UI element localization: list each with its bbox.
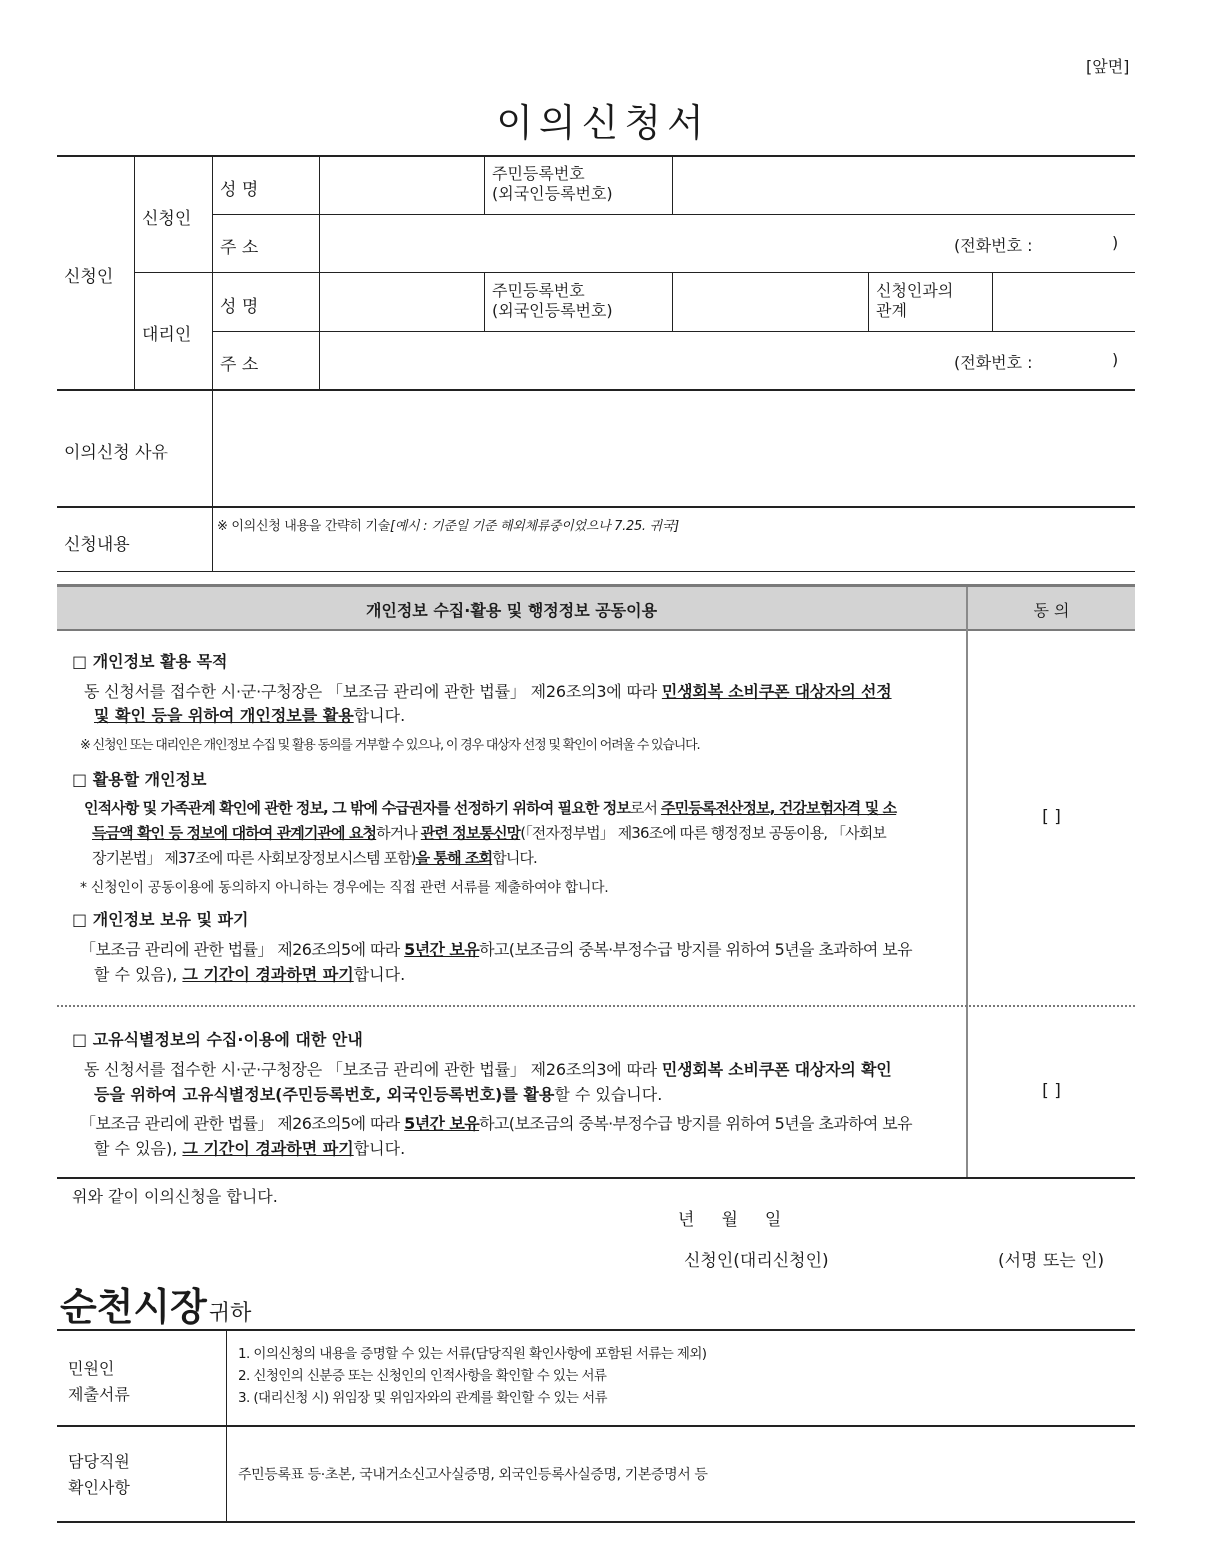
agent-address-label: 주 소 [220, 355, 259, 375]
s1-note: ※ 신청인 또는 대리인은 개인정보 수집 및 활용 동의를 거부할 수 있으나, 이 경우 대상자 선정 및 확인이 어려울 수 있습니다. [80, 738, 700, 753]
content-label: 신청내용 [64, 535, 130, 555]
applicant-resident-no-field[interactable] [675, 160, 1133, 212]
sign-label[interactable]: (서명 또는 인) [998, 1251, 1105, 1271]
s2-title: □ 활용할 개인정보 [72, 770, 207, 789]
applicant-phone-close: ) [1112, 233, 1119, 252]
applicant-phone-label: (전화번호 : [954, 236, 1033, 255]
docs-item: 1. 이의신청의 내용을 증명할 수 있는 서류(담당직원 확인사항에 포함된 서류는 제외) [238, 1346, 707, 1362]
applicant-name-field[interactable] [321, 160, 481, 212]
s1-title: □ 개인정보 활용 목적 [72, 652, 228, 671]
declaration-text: 위와 같이 이의신청을 합니다. [72, 1187, 278, 1206]
s4-body-line4: 할 수 있음), 그 기간이 경과하면 파기합니다. [94, 1139, 406, 1158]
applicant-phone-field[interactable] [1040, 226, 1108, 262]
s4-body-line2: 등을 위하여 고유식별정보(주민등록번호, 외국인등록번호)를 활용할 수 있습니다. [94, 1085, 663, 1104]
s2-body-line2: 득금액 확인 등 정보에 대하여 관계기관에 요청하거나 관련 정보통신망(「전자정부법」 제36조에 따른 행정정보 공동이용, 「사회보 [92, 824, 886, 842]
agent-label: 대리인 [142, 325, 192, 345]
s2-body-line3: 장기본법」 제37조에 따른 사회보장정보시스템 포함)을 통해 조회합니다. [92, 849, 537, 867]
privacy-bottom-border [57, 1177, 1135, 1179]
content-field[interactable] [215, 538, 1133, 568]
agent-address-field[interactable] [321, 335, 941, 387]
docs-label: 민원인 제출서류 [68, 1359, 130, 1404]
page-side-label: [앞면] [1086, 57, 1130, 76]
s4-body-line1: 동 신청서를 접수한 시·군·구청장은 「보조금 관리에 관한 법률」 제26조의3에 따라 민생회복 소비쿠폰 대상자의 확인 [84, 1060, 892, 1079]
s2-body-line1: 인적사항 및 가족관계 확인에 관한 정보, 그 밖에 수급권자를 선정하기 위하여 필요한 정보로서 주민등록전산정보, 건강보험자격 및 소 [84, 799, 897, 817]
agent-name-field[interactable] [321, 276, 481, 328]
docs-list [238, 1343, 706, 1409]
agent-phone-field[interactable] [1040, 343, 1108, 379]
privacy-header: 개인정보 수집·활용 및 행정정보 공동이용 [365, 601, 658, 620]
applicant-address-field[interactable] [321, 218, 941, 270]
s3-body-line2: 할 수 있음), 그 기간이 경과하면 파기합니다. [94, 965, 406, 984]
date-field[interactable] [670, 1200, 790, 1230]
applicant-group-label: 신청인 [64, 267, 114, 287]
s2-note: * 신청인이 공동이용에 동의하지 아니하는 경우에는 직접 관련 서류를 제출하여야 합니다. [80, 880, 609, 896]
applicant-label: 신청인 [142, 209, 192, 229]
signer-label: 신청인(대리신청인) [684, 1251, 829, 1271]
agent-phone-label: (전화번호 : [954, 353, 1033, 372]
agent-phone-close: ) [1112, 350, 1119, 369]
s3-body-line1: 「보조금 관리에 관한 법률」 제26조의5에 따라 5년간 보유하고(보조금의 중복·부정수급 방지를 위하여 5년을 초과하여 보유 [80, 940, 912, 959]
docs-item: 3. (대리신청 시) 위임장 및 위임자와의 관계를 확인할 수 있는 서류 [238, 1390, 607, 1406]
applicant-address-label: 주 소 [220, 238, 259, 258]
page-title: 이의신청서 [496, 101, 710, 145]
agent-resident-no-label: 주민등록번호 (외국인등록번호) [492, 281, 613, 320]
agent-relation-label: 신청인과의 관계 [876, 281, 954, 320]
content-note: ※ 이의신청 내용을 간략히 기술[예시 : 기준일 기준 해외체류중이었으나 7.25. 귀국] [217, 519, 679, 534]
date-label: 년 월 일 [678, 1210, 782, 1230]
docs-item: 2. 신청인의 신분증 또는 신청인의 인적사항을 확인할 수 있는 서류 [238, 1368, 607, 1384]
consent-checkbox-2[interactable]: [ ] [1042, 1081, 1061, 1101]
consent-checkbox-1[interactable]: [ ] [1042, 807, 1061, 827]
s4-body-line3: 「보조금 관리에 관한 법률」 제26조의5에 따라 5년간 보유하고(보조금의 중복·부정수급 방지를 위하여 5년을 초과하여 보유 [80, 1114, 912, 1133]
reason-field[interactable] [215, 394, 1133, 504]
s1-body-line2: 및 확인 등을 위하여 개인정보를 활용합니다. [94, 706, 406, 725]
reason-label: 이의신청 사유 [64, 443, 168, 463]
applicant-name-label: 성 명 [220, 180, 259, 200]
s4-title: □ 고유식별정보의 수집·이용에 대한 안내 [72, 1030, 363, 1049]
recipient: 순천시장귀하 [60, 1285, 252, 1329]
check-label: 담당직원 확인사항 [68, 1452, 130, 1497]
agent-resident-no-field[interactable] [675, 276, 865, 328]
s3-title: □ 개인정보 보유 및 파기 [72, 910, 249, 929]
agent-relation-field[interactable] [995, 276, 1133, 328]
check-text: 주민등록표 등·초본, 국내거소신고사실증명, 외국인등록사실증명, 기본증명서 등 [238, 1467, 708, 1483]
applicant-resident-no-label: 주민등록번호 (외국인등록번호) [492, 164, 613, 203]
consent-header: 동 의 [1033, 601, 1070, 620]
s1-body-line1: 동 신청서를 접수한 시·군·구청장은 「보조금 관리에 관한 법률」 제26조의3에 따라 민생회복 소비쿠폰 대상자의 선정 [84, 682, 892, 701]
agent-name-label: 성 명 [220, 297, 259, 317]
privacy-header-border [57, 629, 1135, 631]
privacy-dotted-divider [57, 1005, 1135, 1007]
